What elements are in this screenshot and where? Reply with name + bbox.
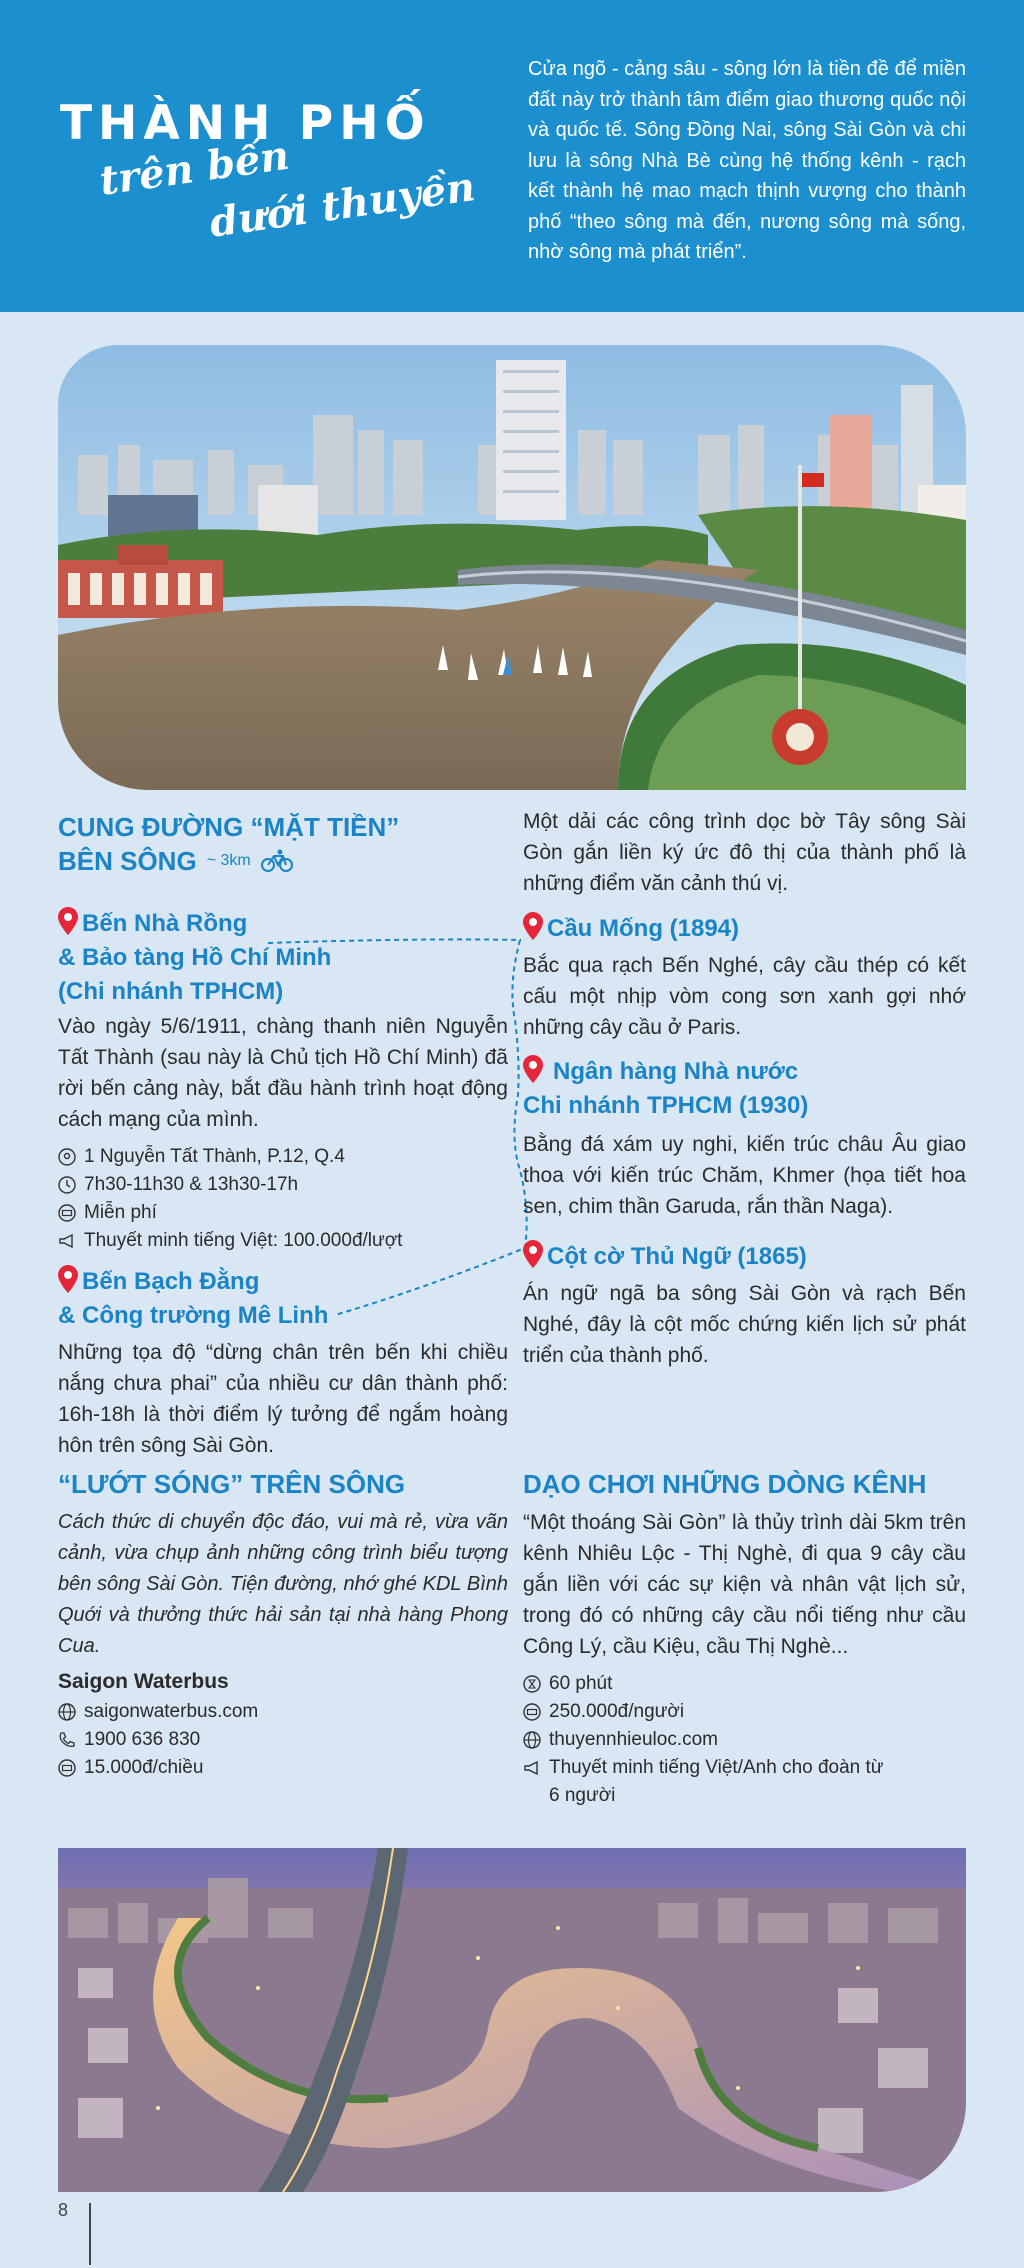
waterbus-price: 15.000đ/chiều	[84, 1757, 204, 1778]
river-skyline-photo	[58, 345, 966, 790]
canals-website-row	[523, 1726, 966, 1754]
riverfront-heading: CUNG ĐƯỜNG “MẶT TIỀN”	[58, 812, 400, 842]
timer-icon	[523, 1675, 541, 1693]
ticket-icon	[58, 1759, 76, 1777]
title-script-line-2: dưới thuyền	[206, 163, 478, 247]
header-intro: Cửa ngõ - cảng sâu - sông lớn là tiền đề để miền đất này trở thành tâm điểm giao thương quốc nội và quốc tế. Sông Đồng Nai, sông Sài Gòn và chi lưu là sông Nhà Bè cùng hệ thống kênh - rạch kết thành hệ mao mạch thịnh vượng cho thành phố “theo sông mà đến, nương sông mà sống, nhờ sông mà phát triển”.	[528, 58, 966, 263]
ticket-icon	[523, 1703, 541, 1721]
nharong-guide-row	[58, 1227, 508, 1255]
megaphone-icon	[523, 1759, 541, 1777]
nharong-title: Bến Nhà Rồng	[82, 910, 248, 937]
canals-duration-row	[523, 1670, 966, 1698]
canals-website[interactable]: thuyennhieuloc.com	[549, 1729, 718, 1750]
waterbus-website-row	[58, 1698, 508, 1726]
location-pin-icon	[523, 1055, 543, 1085]
globe-icon	[58, 1703, 76, 1721]
location-pin-icon	[58, 907, 78, 937]
header-banner	[0, 0, 1024, 312]
distance-label: ~ 3km	[206, 852, 251, 869]
location-pin-icon	[523, 1240, 543, 1270]
cotco-description: Án ngữ ngã ba sông Sài Gòn và rạch Bến Nghé, đây là cột mốc chứng kiến lịch sử phát triển của thành phố.	[523, 1282, 966, 1367]
waterbus-phone[interactable]: 1900 636 830	[84, 1729, 201, 1750]
clock-icon	[58, 1176, 76, 1194]
bachdang-title-2: & Công trường Mê Linh	[58, 1302, 329, 1329]
nharong-title-3: (Chi nhánh TPHCM)	[58, 978, 284, 1005]
canals-heading: DẠO CHƠI NHỮNG DÒNG KÊNH	[523, 1469, 927, 1499]
ticket-icon	[58, 1204, 76, 1222]
nganhang-title: Ngân hàng Nhà nước	[553, 1058, 799, 1085]
canals-price: 250.000đ/người	[549, 1701, 685, 1722]
caumong-description: Bắc qua rạch Bến Nghé, cây cầu thép có kết cấu một nhịp vòm cong sơn xanh gợi nhớ những cây cầu ở Paris.	[523, 954, 966, 1039]
megaphone-icon	[58, 1232, 76, 1250]
canals-price-row	[523, 1698, 966, 1726]
canals-description: “Một thoáng Sài Gòn” là thủy trình dài 5km trên kênh Nhiêu Lộc - Thị Nghè, đi qua 9 cây cầu gắn liền với các sự kiện và nhân vật lịch sử, trong đó có những cây cầu nổi tiếng như cầu Công Lý, cầu Kiệu, cầu Thị Nghè...	[523, 1511, 966, 1658]
canals-guide-2: 6 người	[549, 1785, 616, 1806]
nharong-hours-row	[58, 1171, 508, 1199]
cotco-title: Cột cờ Thủ Ngữ (1865)	[547, 1243, 807, 1270]
waterbus-org: Saigon Waterbus	[58, 1670, 229, 1693]
page-title: THÀNH PHỐ	[60, 96, 431, 151]
nharong-address: 1 Nguyễn Tất Thành, P.12, Q.4	[84, 1146, 345, 1167]
bachdang-description: Những tọa độ “dừng chân trên bến khi chiều nắng chưa phai” của nhiều cư dân thành phố: 16h-18h là thời điểm lý tưởng để ngắm hoàng hôn trên sông Sài Gòn.	[58, 1341, 508, 1457]
map-pin-icon	[58, 1148, 76, 1166]
bicycle-icon	[261, 849, 293, 873]
nharong-price: Miễn phí	[84, 1202, 157, 1223]
phone-icon	[58, 1731, 76, 1749]
canals-duration: 60 phút	[549, 1673, 613, 1694]
nharong-description: Vào ngày 5/6/1911, chàng thanh niên Nguyễn Tất Thành (sau này là Chủ tịch Hồ Chí Minh) đã rời bến cảng này, bắt đầu hành trình hoạt động cách mạng của mình.	[58, 1015, 508, 1131]
bachdang-title: Bến Bạch Đằng	[82, 1268, 260, 1295]
waterbus-phone-row	[58, 1726, 508, 1754]
riverfront-intro: Một dải các công trình dọc bờ Tây sông Sài Gòn gắn liền ký ức đô thị của thành phố là những điểm văn cảnh thú vị.	[523, 810, 966, 895]
waterbus-description: Cách thức di chuyển độc đáo, vui mà rẻ, vừa vãn cảnh, vừa chụp ảnh những công trình biểu tượng bên sông Sài Gòn. Tiện đường, nhớ ghé KDL Bình Quới và thưởng thức hải sản tại nhà hàng Phong Cua.	[58, 1511, 508, 1657]
caumong-title: Cầu Mống (1894)	[547, 915, 740, 942]
nharong-address-row	[58, 1143, 508, 1171]
canals-guide-row	[523, 1754, 966, 1810]
canal-dusk-photo	[58, 1848, 966, 2192]
nharong-price-row	[58, 1199, 508, 1227]
location-pin-icon	[523, 912, 543, 942]
waterbus-website[interactable]: saigonwaterbus.com	[84, 1701, 259, 1722]
nharong-title-2: & Bảo tàng Hồ Chí Minh	[58, 944, 332, 971]
title-script-line-1: trên bến	[96, 131, 292, 205]
riverfront-heading-2: BÊN SÔNG	[58, 846, 197, 876]
waterbus-price-row	[58, 1754, 508, 1782]
canals-guide: Thuyết minh tiếng Việt/Anh cho đoàn từ	[549, 1757, 884, 1778]
page-divider	[89, 2203, 91, 2265]
nganhang-title-2: Chi nhánh TPHCM (1930)	[523, 1092, 809, 1119]
location-pin-icon	[58, 1265, 78, 1295]
nharong-hours: 7h30-11h30 & 13h30-17h	[84, 1174, 299, 1195]
waterbus-heading: “LƯỚT SÓNG” TRÊN SÔNG	[58, 1469, 406, 1499]
nganhang-description: Bằng đá xám uy nghi, kiến trúc châu Âu giao thoa với kiến trúc Chăm, Khmer (họa tiết hoa sen, chim thần Garuda, rắn thần Naga).	[523, 1133, 966, 1218]
page-number: 8	[58, 2200, 69, 2220]
nharong-guide: Thuyết minh tiếng Việt: 100.000đ/lượt	[84, 1230, 403, 1251]
globe-icon	[523, 1731, 541, 1749]
